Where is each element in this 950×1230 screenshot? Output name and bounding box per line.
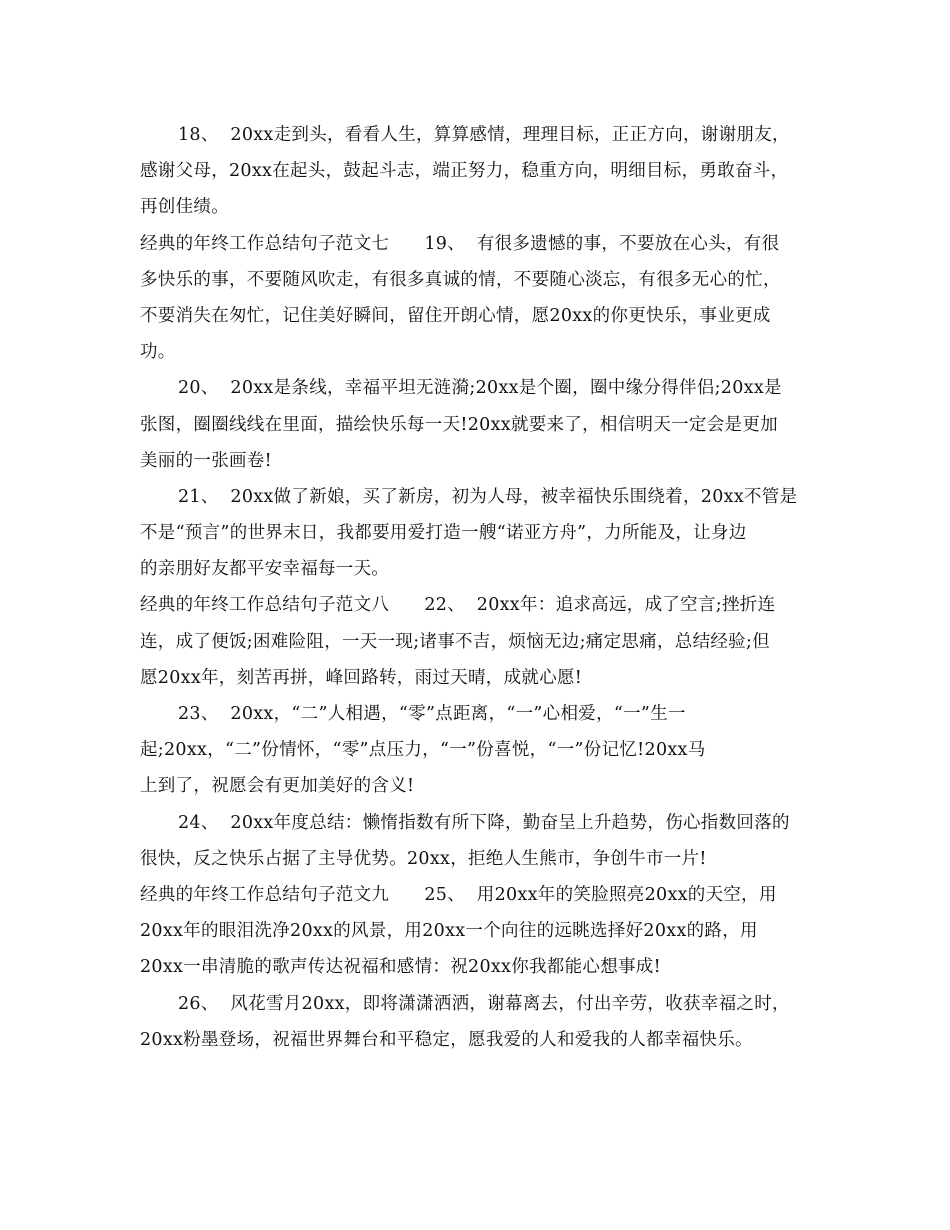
text-line: 很快，反之快乐占据了主导优势。20xx，拒绝人生熊市，争创牛市一片! [140, 848, 707, 869]
text-line: 20、 20xx是条线，幸福平坦无涟漪;20xx是个圈，圈中缘分得伴侣;20xx是 [178, 378, 782, 399]
text-line: 不要消失在匆忙，记住美好瞬间，留住开朗心情，愿20xx的你更快乐，事业更成 [140, 305, 771, 326]
text-line: 20xx年的眼泪洗净20xx的风景，用20xx一个向往的远眺选择好20xx的路，用 [140, 921, 758, 942]
text-line: 24、 20xx年度总结：懒惰指数有所下降，勤奋呈上升趋势，伤心指数回落的 [178, 812, 790, 833]
text-line: 感谢父母，20xx在起头，鼓起斗志，端正努力，稳重方向，明细目标，勇敢奋斗， [140, 161, 789, 182]
text-line: 功。 [140, 342, 176, 363]
text-line: 美丽的一张画卷! [140, 450, 272, 471]
text-line: 经典的年终工作总结句子范文八 22、 20xx年：追求高远，成了空言;挫折连 [140, 595, 776, 616]
text-line: 经典的年终工作总结句子范文九 25、 用20xx年的笑脸照亮20xx的天空，用 [140, 884, 777, 905]
text-line: 连，成了便饭;困难险阻，一天一现;诸事不吉，烦恼无边;痛定思痛，总结经验;但 [140, 631, 770, 652]
text-line: 张图，圈圈线线在里面，描绘快乐每一天!20xx就要来了，相信明天一定会是更加 [140, 414, 778, 435]
text-line: 的亲朋好友都平安幸福每一天。 [140, 559, 390, 580]
text-line: 20xx一串清脆的歌声传达祝福和感情：祝20xx你我都能心想事成! [140, 957, 661, 978]
text-line: 经典的年终工作总结句子范文七 19、 有很多遗憾的事，不要放在心头，有很 [140, 233, 780, 254]
document-body [140, 117, 812, 1058]
text-line: 多快乐的事，不要随风吹走，有很多真诚的情，不要随心淡忘，有很多无心的忙， [140, 269, 781, 290]
text-line: 23、 20xx，“二”人相遇，“零”点距离，“一”心相爱，“一”生一 [178, 704, 686, 724]
text-line: 起;20xx，“二”份情怀，“零”点压力，“一”份喜悦，“一”份记忆!20xx马 [140, 740, 706, 761]
text-line: 愿20xx年，刻苦再拼，峰回路转，雨过天晴，成就心愿! [140, 667, 583, 688]
text-line: 26、 风花雪月20xx，即将潇潇洒洒，谢幕离去，付出辛劳，收获幸福之时， [178, 993, 790, 1014]
text-line: 不是“预言”的世界末日，我都要用爱打造一艘“诺亚方舟”，力所能及，让身边 [140, 523, 747, 544]
text-line: 再创佳绩。 [140, 197, 229, 218]
text-line: 上到了，祝愿会有更加美好的含义! [140, 776, 415, 797]
text-line: 21、 20xx做了新娘，买了新房，初为人母，被幸福快乐围绕着，20xx不管是 [178, 486, 798, 507]
text-line: 18、 20xx走到头，看看人生，算算感情，理理目标，正正方向，谢谢朋友， [178, 125, 790, 145]
text-line: 20xx粉墨登场，祝福世界舞台和平稳定，愿我爱的人和爱我的人都幸福快乐。 [140, 1029, 753, 1050]
